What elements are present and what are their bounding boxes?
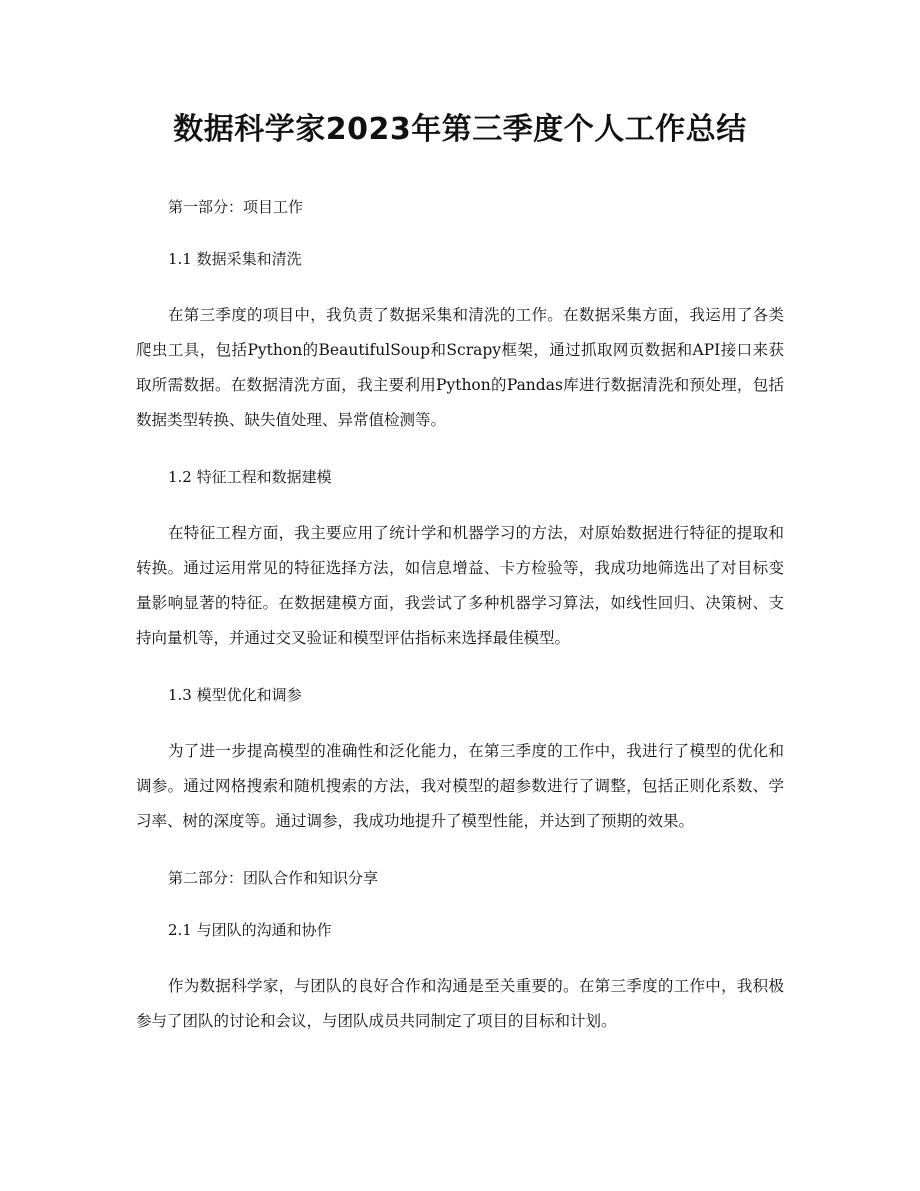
section-1-3-paragraph: 为了进一步提高模型的准确性和泛化能力，在第三季度的工作中，我进行了模型的优化和调参。通过网格搜索和随机搜索的方法，我对模型的超参数进行了调整，包括正则化系数、学习率、树的深度等。通过调参，我成功地提升了模型性能，并达到了预期的效果。 <box>136 742 784 830</box>
section-1-3-heading: 1.3 模型优化和调参 <box>168 686 302 704</box>
document-title: 数据科学家2023年第三季度个人工作总结 <box>173 112 747 147</box>
section-1-2-heading: 1.2 特征工程和数据建模 <box>168 468 332 486</box>
section-2-1-heading: 2.1 与团队的沟通和协作 <box>168 921 332 939</box>
part-1-heading: 第一部分：项目工作 <box>168 198 304 216</box>
section-1-2-paragraph: 在特征工程方面，我主要应用了统计学和机器学习的方法，对原始数据进行特征的提取和转换。通过运用常见的特征选择方法，如信息增益、卡方检验等，我成功地筛选出了对目标变量影响显著的特征。在数据建模方面，我尝试了多种机器学习算法，如线性回归、决策树、支持向量机等，并通过交叉验证和模型评估指标来选择最佳模型。 <box>136 524 784 647</box>
section-2-1-paragraph: 作为数据科学家，与团队的良好合作和沟通是至关重要的。在第三季度的工作中，我积极参与了团队的讨论和会议，与团队成员共同制定了项目的目标和计划。 <box>136 977 784 1030</box>
part-2-heading: 第二部分：团队合作和知识分享 <box>168 869 379 887</box>
section-1-1-paragraph: 在第三季度的项目中，我负责了数据采集和清洗的工作。在数据采集方面，我运用了各类爬虫工具，包括Python的BeautifulSoup和Scrapy框架，通过抓取网页数据和API接口来获取所需数据。在数据清洗方面，我主要利用Python的Pandas库进行数据清洗和预处理，包括数据类型转换、缺失值处理、异常值检测等。 <box>136 306 784 429</box>
section-1-1-heading: 1.1 数据采集和清洗 <box>168 250 302 268</box>
